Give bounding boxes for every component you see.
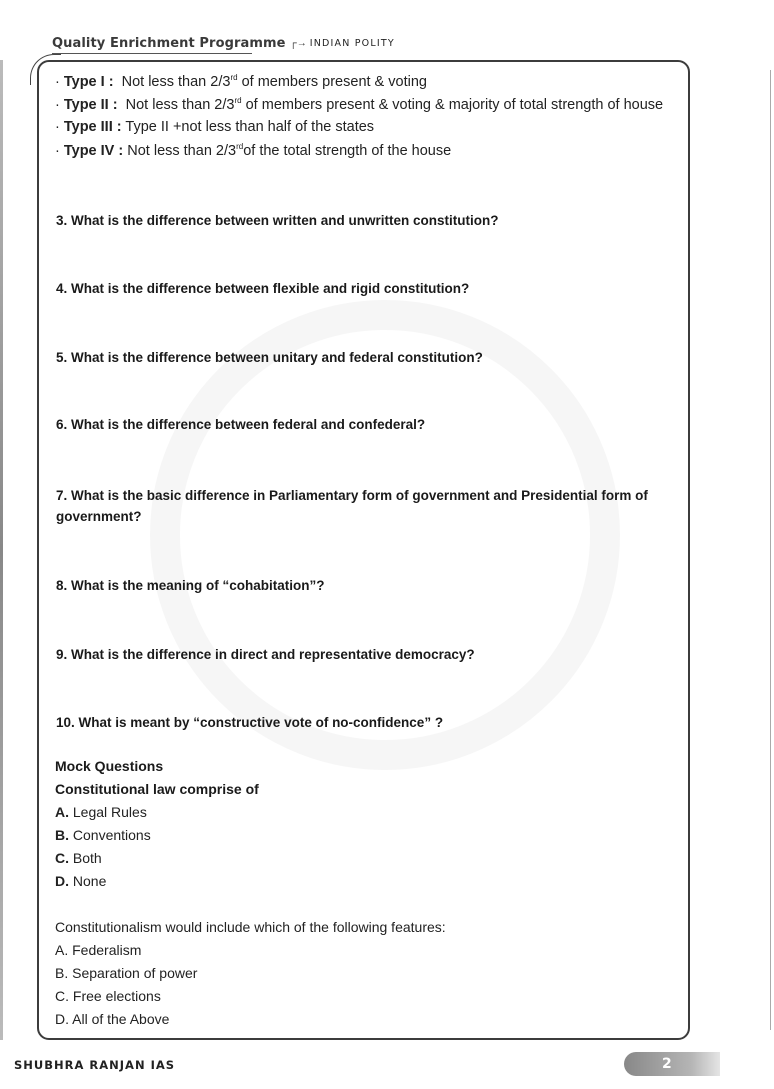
option: D. None — [55, 873, 107, 889]
programme-title: Quality Enrichment Programme — [52, 36, 286, 51]
type-line: · Type I : Not less than 2/3rd of members present & voting — [55, 73, 427, 90]
option: A. Federalism — [55, 942, 142, 958]
type-line: · Type IV : Not less than 2/3rdof the total strength of the house — [55, 142, 452, 159]
page-number: 2 — [624, 1052, 720, 1076]
question: 10. What is meant by “constructive vote of no-confidence” ? — [56, 715, 444, 730]
question: 5. What is the difference between unitary and federal constitution? — [56, 350, 483, 365]
page-header — [52, 36, 395, 51]
option: C. Both — [55, 850, 102, 866]
type-text: Not less than 2/3rd of members present & voting & majority of total strength of house — [125, 96, 664, 113]
question: 6. What is the difference between federal and confederal? — [56, 417, 426, 432]
arrow-icon: ┌→ — [289, 38, 307, 49]
mock-heading: Mock Questions — [55, 758, 164, 774]
question: 8. What is the meaning of “cohabitation”? — [56, 578, 325, 593]
option: D. All of the Above — [55, 1011, 170, 1027]
subject-label: INDIAN POLITY — [309, 38, 395, 49]
type-text: Not less than 2/3rdof the total strength of the house — [127, 142, 452, 159]
option: C. Free elections — [55, 988, 161, 1004]
content-frame — [37, 60, 690, 1040]
question: 9. What is the difference in direct and representative democracy? — [56, 647, 475, 662]
type-line: · Type III : Type II +not less than half of the states — [55, 119, 375, 135]
type-line: · Type II : Not less than 2/3rd of members present & voting & majority of total strength of house — [55, 96, 664, 113]
mock-question-stem: Constitutionalism would include which of the following features: — [55, 919, 446, 935]
question: 3. What is the difference between written and unwritten constitution? — [56, 213, 499, 228]
header-underline — [52, 53, 252, 54]
mock-question-stem: Constitutional law comprise of — [55, 781, 259, 797]
option: A. Legal Rules — [55, 804, 147, 820]
type-text: Not less than 2/3rd of members present & voting — [121, 73, 427, 90]
question: 4. What is the difference between flexible and rigid constitution? — [56, 281, 470, 296]
option: B. Conventions — [55, 827, 151, 843]
footer-brand: SHUBHRA RANJAN IAS — [14, 1058, 176, 1072]
scan-right-edge — [770, 70, 771, 1030]
question: 7. What is the basic difference in Parliamentary form of government and Presidential form of government? — [56, 488, 648, 524]
option: B. Separation of power — [55, 965, 198, 981]
scan-edge-shadow — [0, 60, 3, 1040]
